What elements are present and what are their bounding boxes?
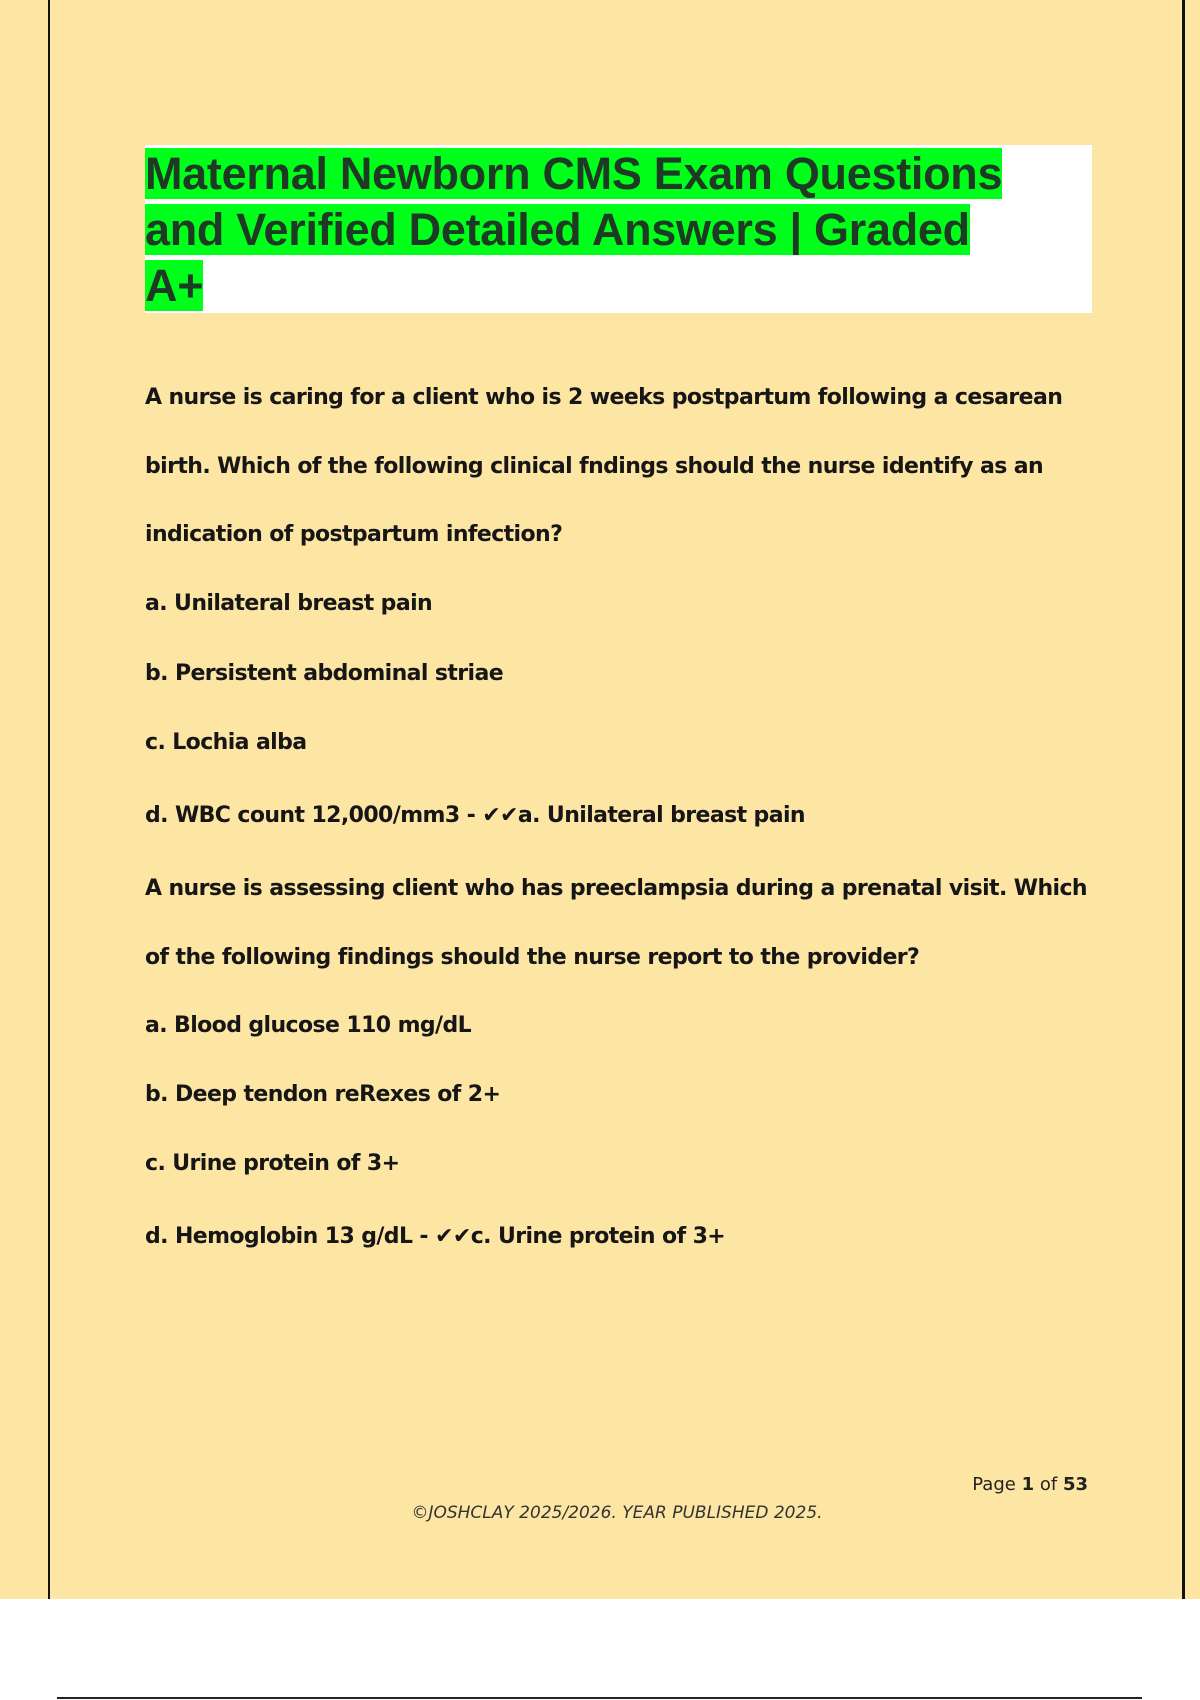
question-2-option-b: b. Deep tendon reRexes of 2+ (145, 1082, 501, 1107)
page-border-right (1182, 0, 1185, 1599)
question-1-stem-line-3: indication of postpartum infection? (145, 522, 563, 547)
question-1-stem-line-1: A nurse is caring for a client who is 2 weeks postpartum following a cesarean (145, 385, 1063, 410)
question-1-stem-line-2: birth. Which of the following clinical fndings should the nurse identify as an (145, 454, 1044, 479)
question-2-stem-line-2: of the following findings should the nurse report to the provider? (145, 945, 920, 970)
page-current: 1 (1021, 1474, 1035, 1495)
question-2-option-d-answer: d. Hemoglobin 13 g/dL - ✔✔c. Urine protein of 3+ (145, 1224, 726, 1249)
question-1-option-a: a. Unilateral breast pain (145, 591, 433, 616)
page-border-left (48, 0, 50, 1599)
copyright-footer: ©JOSHCLAY 2025/2026. YEAR PUBLISHED 2025. (411, 1503, 823, 1523)
question-2-option-c: c. Urine protein of 3+ (145, 1151, 400, 1176)
title-line-3: A+ (145, 260, 204, 311)
question-2-stem-line-1: A nurse is assessing client who has preeclampsia during a prenatal visit. Which (145, 876, 1087, 901)
title-line-2: and Verified Detailed Answers | Graded (145, 204, 970, 255)
page-of: of (1039, 1474, 1058, 1495)
question-1-option-d-answer: d. WBC count 12,000/mm3 - ✔✔a. Unilateral breast pain (145, 803, 805, 828)
title-line-1: Maternal Newborn CMS Exam Questions (145, 148, 1003, 199)
page-total: 53 (1062, 1474, 1088, 1495)
document-title (145, 146, 1090, 314)
question-1-option-c: c. Lochia alba (145, 730, 307, 755)
page-number (972, 1474, 1088, 1495)
page-label: Page (972, 1474, 1016, 1495)
bottom-divider (57, 1697, 1142, 1699)
question-2-option-a: a. Blood glucose 110 mg/dL (145, 1013, 472, 1038)
question-1-option-b: b. Persistent abdominal striae (145, 661, 504, 686)
